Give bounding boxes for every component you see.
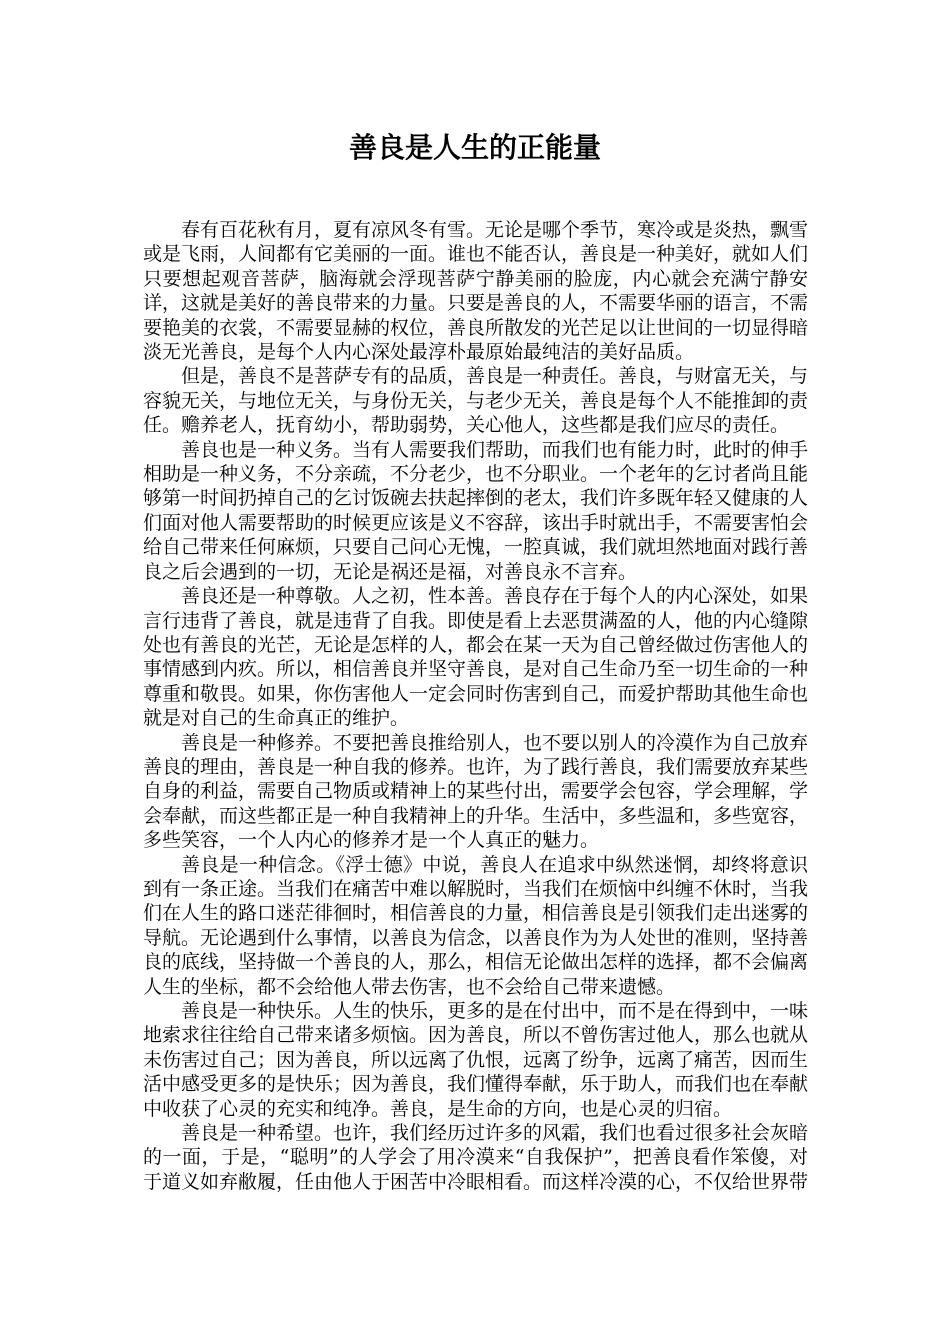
document-body xyxy=(143,218,808,1194)
paragraph: 春有百花秋有月，夏有凉风冬有雪。无论是哪个季节，寒冷或是炎热，飘雪或是飞雨，人间都有它美丽的一面。谁也不能否认，善良是一种美好，就如人们只要想起观音菩萨，脑海就会浮现菩萨宁静美丽的脸庞，内心就会充满宁静安详，这就是美好的善良带来的力量。只要是善良的人，不需要华丽的语言，不需要艳美的衣裳，不需要显赫的权位，善良所散发的光芒足以让世间的一切显得暗淡无光善良，是每个人内心深处最淳朴最原始最纯洁的美好品质。 xyxy=(143,219,809,364)
paragraph: 善良是一种修养。不要把善良推给别人，也不要以别人的冷漠作为自己放弃善良的理由，善良是一种自我的修养。也许，为了践行善良，我们需要放弃某些自身的利益，需要自己物质或精神上的某些付出，需要学会包容，学会理解，学会奉献，而这些都正是一种自我精神上的升华。生活中，多些温和，多些宽容，多些笑容，一个人内心的修养才是一个人真正的魅力。 xyxy=(143,731,809,852)
paragraph: 善良是一种希望。也许，我们经历过许多的风霜，我们也看过很多社会灰暗的一面，于是，“聪明”的人学会了用冷漠来“自我保护”，把善良看作笨傻，对于道义如弃敝履，任由他人于困苦中冷眼相看。而这样冷漠的心，不仅给世界带 xyxy=(143,1122,809,1193)
paragraph: 善良是一种快乐。人生的快乐，更多的是在付出中，而不是在得到中，一味地索求往往给自己带来诸多烦恼。因为善良，所以不曾伤害过他人，那么也就从未伤害过自己；因为善良，所以远离了仇恨，远离了纷争，远离了痛苦，因而生活中感受更多的是快乐；因为善良，我们懂得奉献，乐于助人，而我们也在奉献中收获了心灵的充实和纯净。善良，是生命的方向，也是心灵的归宿。 xyxy=(143,1000,809,1120)
document-title: 善良是人生的正能量 xyxy=(348,131,601,164)
paragraph: 善良还是一种尊敬。人之初，性本善。善良存在于每个人的内心深处，如果言行违背了善良，就是违背了自我。即使是看上去恶贯满盈的人，他的内心缝隙处也有善良的光芒，无论是怎样的人，都会在某一天为自己曾经做过伤害他人的事情感到内疚。所以，相信善良并坚守善良，是对自己生命乃至一切生命的一种尊重和敬畏。如果，你伤害他人一定会同时伤害到自己，而爱护帮助其他生命也就是对自己的生命真正的维护。 xyxy=(143,585,809,730)
paragraph: 善良是一种信念。《浮士德》中说，善良人在追求中纵然迷惘，却终将意识到有一条正途。当我们在痛苦中难以解脱时，当我们在烦恼中纠缠不休时，当我们在人生的路口迷茫徘徊时，相信善良的力量，相信善良是引领我们走出迷雾的导航。无论遇到什么事情，以善良为信念，以善良作为为人处世的准则，坚持善良的底线，坚持做一个善良的人，那么，相信无论做出怎样的选择，都不会偏离人生的坐标，都不会给他人带去伤害，也不会给自己带来遗憾。 xyxy=(143,853,809,998)
paragraph: 但是，善良不是菩萨专有的品质，善良是一种责任。善良，与财富无关，与容貌无关，与地位无关，与身份无关，与老少无关，善良是每个人不能推卸的责任。赡养老人，抚育幼小，帮助弱势，关心他人，这些都是我们应尽的责任。 xyxy=(143,365,809,437)
paragraph: 善良也是一种义务。当有人需要我们帮助，而我们也有能力时，此时的伸手相助是一种义务，不分亲疏，不分老少，也不分职业。一个老年的乞讨者尚且能够第一时间扔掉自己的乞讨饭碗去扶起摔倒的老太，我们许多既年轻又健康的人们面对他人需要帮助的时候更应该是义不容辞，该出手时就出手，不需要害怕会给自己带来任何麻烦，只要自己问心无愧，一腔真诚，我们就坦然地面对践行善良之后会遇到的一切，无论是祸还是福，对善良永不言弃。 xyxy=(143,438,809,583)
